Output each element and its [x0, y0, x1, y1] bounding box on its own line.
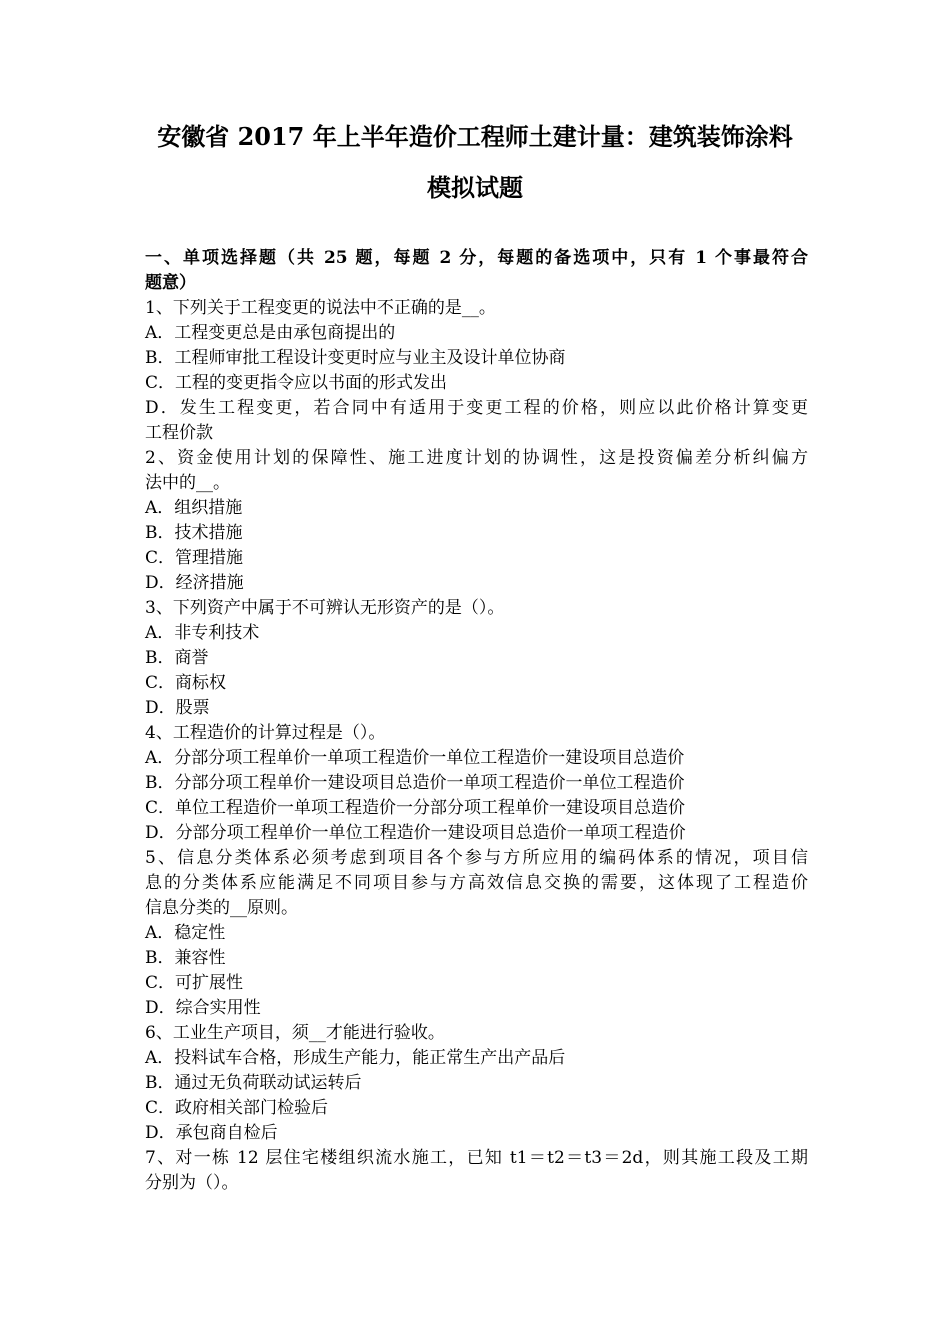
answer-option: A．投料试车合格，形成生产能力，能正常生产出产品后: [145, 1048, 566, 1068]
question-text-line: 分别为（）。: [145, 1173, 239, 1193]
answer-option: D．综合实用性: [145, 998, 261, 1018]
answer-option: A．非专利技术: [145, 623, 260, 643]
answer-option: D．股票: [145, 698, 210, 718]
document-title-line-1: 安徽省 2017 年上半年造价工程师土建计量：建筑装饰涂料: [157, 122, 793, 151]
question-text-line: 2、资金使用计划的保障性、施工进度计划的协调性，这是投资偏差分析纠偏方: [145, 448, 808, 468]
answer-option: D．承包商自检后: [145, 1123, 278, 1143]
answer-option: A．工程变更总是由承包商提出的: [145, 323, 396, 343]
question-text-line: 5、信息分类体系必须考虑到项目各个参与方所应用的编码体系的情况，项目信: [145, 848, 808, 868]
answer-option: C．管理措施: [145, 548, 244, 568]
question-text-line: 3、下列资产中属于不可辨认无形资产的是（）。: [145, 598, 505, 618]
question-text-line: 7、对一栋 12 层住宅楼组织流水施工，已知 t1＝t2＝t3＝2d，则其施工段及工期: [145, 1148, 808, 1168]
answer-option: C．工程的变更指令应以书面的形式发出: [145, 373, 448, 393]
section-heading: [145, 246, 808, 296]
question-text-line: 1、下列关于工程变更的说法中不正确的是__。: [145, 298, 496, 318]
answer-option: A．分部分项工程单价一单项工程造价一单位工程造价一建设项目总造价: [145, 748, 685, 768]
answer-option: B．技术措施: [145, 523, 243, 543]
answer-option: C．可扩展性: [145, 973, 244, 993]
answer-option: B．商誉: [145, 648, 209, 668]
question-list: [145, 296, 808, 1196]
answer-option: B．通过无负荷联动试运转后: [145, 1073, 362, 1093]
question-text-line: 6、工业生产项目，须__才能进行验收。: [145, 1023, 445, 1043]
document-title-line-2: 模拟试题: [427, 173, 523, 202]
question-text-line: 法中的__。: [145, 473, 230, 493]
section-heading-line-1: 一、单项选择题（共 25 题，每题 2 分，每题的备选项中，只有 1 个事最符合: [145, 248, 808, 268]
question-text-line: 4、工程造价的计算过程是（）。: [145, 723, 386, 743]
answer-option: A．稳定性: [145, 923, 226, 943]
answer-option: D．经济措施: [145, 573, 244, 593]
question-text-line: 工程价款: [145, 423, 213, 443]
answer-option: B．分部分项工程单价一建设项目总造价一单项工程造价一单位工程造价: [145, 773, 685, 793]
question-text-line: 息的分类体系应能满足不同项目参与方高效信息交换的需要，这体现了工程造价: [145, 873, 808, 893]
answer-option: B．兼容性: [145, 948, 226, 968]
answer-option: D．分部分项工程单价一单位工程造价一建设项目总造价一单项工程造价: [145, 823, 686, 843]
answer-option: C．政府相关部门检验后: [145, 1098, 329, 1118]
answer-option: C．商标权: [145, 673, 227, 693]
answer-option: B．工程师审批工程设计变更时应与业主及设计单位协商: [145, 348, 566, 368]
question-text-line: 信息分类的__原则。: [145, 898, 298, 918]
answer-option: C．单位工程造价一单项工程造价一分部分项工程单价一建设项目总造价: [145, 798, 686, 818]
answer-option: A．组织措施: [145, 498, 243, 518]
section-heading-line-2: 题意）: [145, 273, 196, 293]
answer-option: D．发生工程变更，若合同中有适用于变更工程的价格，则应以此价格计算变更: [145, 398, 808, 418]
